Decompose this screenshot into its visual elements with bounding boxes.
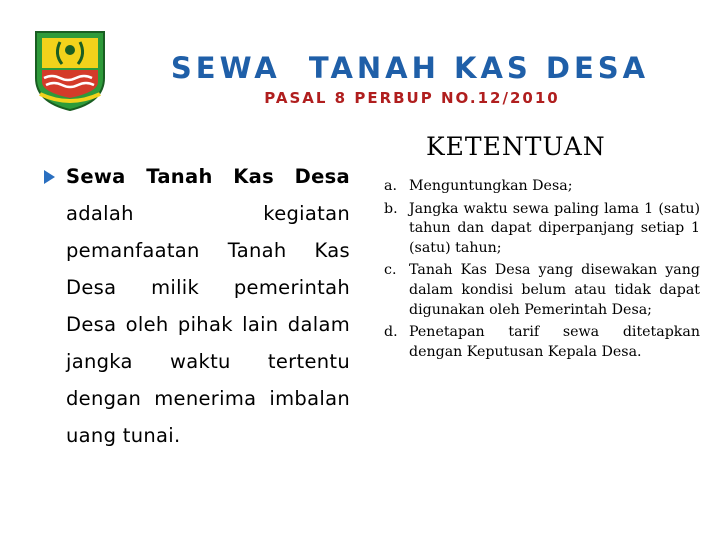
definition-text bbox=[66, 158, 350, 454]
slide-subtitle: PASAL 8 PERBUP NO.12/2010 bbox=[264, 89, 560, 107]
provisions-list bbox=[384, 177, 700, 365]
provision-text: Penetapan tarif sewa ditetapkan dengan Keputusan Kepala Desa. bbox=[409, 324, 700, 360]
provision-marker: c. bbox=[384, 262, 397, 279]
definition-body: adalah kegiatan pemanfaatan Tanah Kas Desa milik pemerintah Desa oleh pihak lain dalam jangka waktu tertentu dengan menerima imbalan uang tunai. bbox=[66, 202, 350, 447]
provision-text: Jangka waktu sewa paling lama 1 (satu) tahun dan dapat diperpanjang setiap 1 (satu) tahun; bbox=[409, 200, 700, 256]
provision-text: Tanah Kas Desa yang disewakan yang dalam kondisi belum atau tidak dapat digunakan oleh Pemerintah Desa; bbox=[409, 262, 700, 318]
slide-title: SEWA TANAH KAS DESA bbox=[170, 51, 650, 85]
provision-text: Menguntungkan Desa; bbox=[409, 178, 573, 194]
definition-block bbox=[48, 158, 350, 454]
provision-marker: d. bbox=[384, 324, 398, 341]
provision-marker: b. bbox=[384, 200, 398, 217]
provision-item-d bbox=[384, 323, 700, 362]
definition-lead: Sewa Tanah Kas Desa bbox=[66, 165, 350, 188]
provision-item-c bbox=[384, 261, 700, 320]
provision-marker: a. bbox=[384, 178, 397, 194]
provision-item-b bbox=[384, 200, 700, 259]
bullet-icon bbox=[44, 170, 55, 184]
provision-item-a bbox=[384, 177, 700, 197]
provisions-heading: KETENTUAN bbox=[426, 132, 606, 161]
regency-crest-icon bbox=[30, 28, 110, 112]
